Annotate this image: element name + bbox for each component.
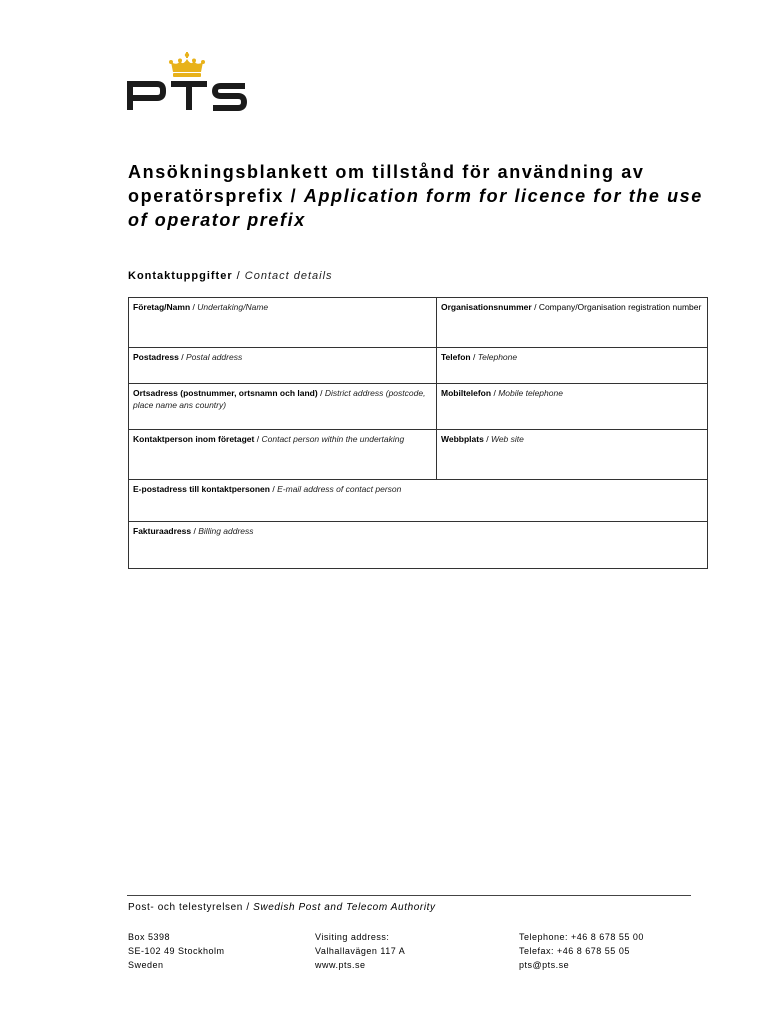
footer-line: Valhallavägen 117 A — [315, 946, 406, 956]
label-separator: / — [493, 388, 496, 398]
field-label-sv: Fakturaadress — [133, 526, 192, 536]
label-separator: / — [192, 302, 195, 312]
form-row — [129, 430, 708, 480]
field-label-en: Contact person within the undertaking — [261, 434, 405, 444]
field-label-sv: Företag/Namn — [133, 302, 191, 312]
field-label-sv: Webbplats — [441, 434, 484, 444]
contact-person-field[interactable] — [129, 430, 437, 480]
section-heading — [128, 270, 333, 282]
postal-address-field[interactable] — [129, 348, 437, 384]
crown-icon — [169, 52, 205, 77]
email-field[interactable] — [129, 480, 708, 522]
label-separator: / — [256, 434, 260, 444]
field-label-en: Undertaking/Name — [197, 302, 269, 312]
footer-contact-column — [519, 930, 644, 972]
field-label-sv: Telefon — [441, 352, 471, 362]
district-address-field[interactable] — [129, 384, 437, 430]
label-separator: / — [193, 526, 196, 536]
footer-org-sv: Post- och telestyrelsen / — [128, 902, 250, 913]
form-row — [129, 298, 708, 348]
contact-form-table — [128, 297, 708, 569]
label-separator: / — [534, 302, 537, 312]
label-separator: / — [272, 484, 275, 494]
section-separator: / — [236, 270, 241, 282]
footer-postal-column — [128, 930, 225, 972]
pts-logo — [127, 50, 247, 112]
title-swedish: Ansökningsblankett om tillstånd för användning av operatörsprefix / — [128, 162, 645, 206]
field-label-en: Telephone — [477, 352, 518, 362]
footer-org-en: Swedish Post and Telecom Authority — [253, 902, 436, 913]
mobile-telephone-field[interactable] — [437, 384, 708, 430]
field-label-en: Billing address — [198, 526, 254, 536]
footer-website-link[interactable]: www.pts.se — [315, 960, 366, 970]
footer-divider — [127, 895, 691, 896]
field-label-en: Mobile telephone — [498, 388, 563, 398]
label-separator: / — [181, 352, 184, 362]
section-heading-en: Contact details — [244, 270, 333, 282]
org-number-field[interactable] — [437, 298, 708, 348]
field-label-sv: Kontaktperson inom företaget — [133, 434, 255, 444]
footer-line: Visiting address: — [315, 932, 390, 942]
field-label-en: E-mail address of contact person — [277, 484, 402, 494]
field-label-en: Company/Organisation registration number — [538, 302, 702, 312]
billing-address-field[interactable] — [129, 522, 708, 569]
section-heading-sv: Kontaktuppgifter — [128, 270, 233, 282]
footer-line: Telephone: +46 8 678 55 00 — [519, 932, 644, 942]
field-label-sv: Postadress — [133, 352, 179, 362]
field-label-sv: Ortsadress (postnummer, ortsnamn och land) — [133, 388, 318, 398]
form-row — [129, 348, 708, 384]
footer-organisation — [128, 902, 436, 913]
footer-line: SE-102 49 Stockholm — [128, 946, 225, 956]
field-label-sv: Mobiltelefon — [441, 388, 492, 398]
label-separator: / — [320, 388, 323, 398]
footer-line: Sweden — [128, 960, 164, 970]
title-english: Application form for licence for the use of operator prefix — [128, 186, 703, 230]
field-label-en: Web site — [490, 434, 524, 444]
field-label-sv: Organisationsnummer — [441, 302, 532, 312]
document-title — [128, 160, 708, 232]
field-label-en: Postal address — [185, 352, 243, 362]
telephone-field[interactable] — [437, 348, 708, 384]
footer-visiting-column — [315, 930, 405, 972]
undertaking-field[interactable] — [129, 298, 437, 348]
form-row — [129, 384, 708, 430]
footer-line: Box 5398 — [128, 932, 171, 942]
web-site-field[interactable] — [437, 430, 708, 480]
field-label-sv: E-postadress till kontaktpersonen — [133, 484, 270, 494]
label-separator: / — [486, 434, 489, 444]
pts-wordmark — [130, 84, 245, 110]
label-separator: / — [472, 352, 476, 362]
form-row — [129, 480, 708, 522]
form-row — [129, 522, 708, 569]
footer-line: Telefax: +46 8 678 55 05 — [519, 946, 630, 956]
field-label-en: District address (postcode, place name ans country) — [133, 388, 426, 410]
footer-email-link[interactable]: pts@pts.se — [519, 960, 570, 970]
